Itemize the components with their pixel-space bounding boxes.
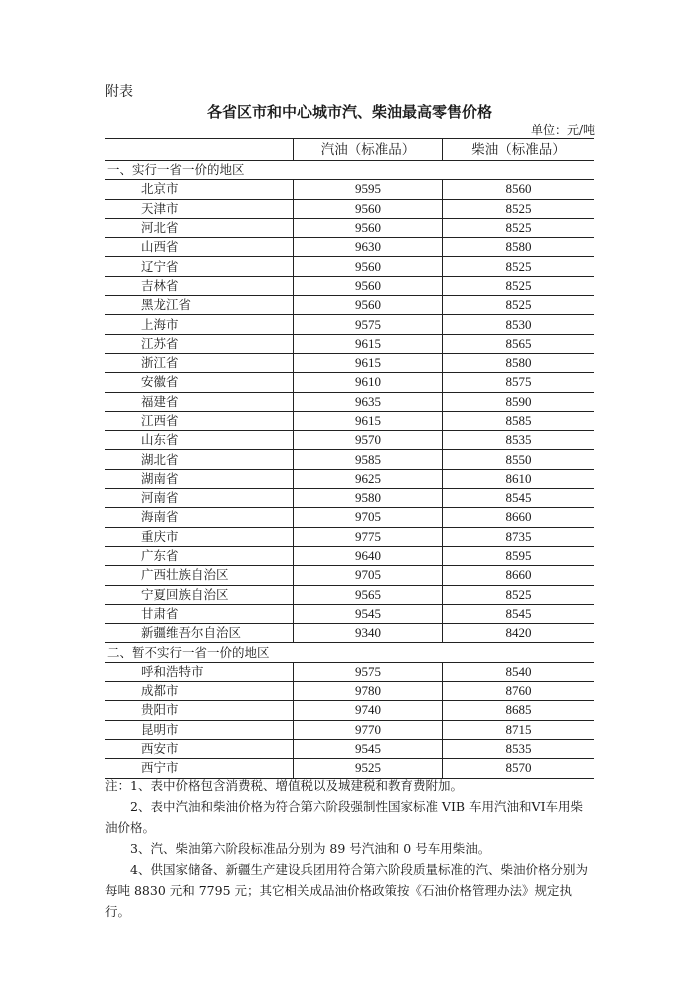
diesel-price: 8580 (443, 238, 595, 257)
gasoline-price: 9780 (294, 682, 443, 701)
diesel-price: 8760 (443, 682, 595, 701)
diesel-price: 8735 (443, 527, 595, 546)
table-row (105, 218, 594, 237)
region-name: 贵阳市 (105, 701, 294, 720)
region-name: 新疆维吾尔自治区 (105, 624, 294, 643)
diesel-price: 8570 (443, 759, 595, 778)
diesel-price: 8660 (443, 508, 595, 527)
table-row (105, 334, 594, 353)
gasoline-price: 9610 (294, 373, 443, 392)
gasoline-price: 9625 (294, 469, 443, 488)
header-diesel: 柴油（标准品） (443, 139, 595, 161)
region-name: 福建省 (105, 392, 294, 411)
diesel-price: 8545 (443, 604, 595, 623)
gasoline-price: 9565 (294, 585, 443, 604)
diesel-price: 8535 (443, 431, 595, 450)
table-row (105, 489, 594, 508)
table-row (105, 739, 594, 758)
table-row (105, 720, 594, 739)
table-row (105, 604, 594, 623)
region-name: 成都市 (105, 682, 294, 701)
diesel-price: 8660 (443, 566, 595, 585)
gasoline-price: 9705 (294, 508, 443, 527)
region-name: 江西省 (105, 411, 294, 430)
table-row (105, 469, 594, 488)
region-name: 河北省 (105, 218, 294, 237)
region-name: 昆明市 (105, 720, 294, 739)
table-row (105, 585, 594, 604)
diesel-price: 8525 (443, 199, 595, 218)
region-name: 黑龙江省 (105, 296, 294, 315)
table-row (105, 624, 594, 643)
gasoline-price: 9640 (294, 546, 443, 565)
notes (105, 775, 595, 922)
gasoline-price: 9340 (294, 624, 443, 643)
region-name: 宁夏回族自治区 (105, 585, 294, 604)
price-table (105, 138, 594, 779)
gasoline-price: 9630 (294, 238, 443, 257)
section-heading-row (105, 643, 594, 662)
diesel-price: 8685 (443, 701, 595, 720)
table-row (105, 431, 594, 450)
gasoline-price: 9585 (294, 450, 443, 469)
region-name: 呼和浩特市 (105, 662, 294, 681)
table-row (105, 392, 594, 411)
gasoline-price: 9580 (294, 489, 443, 508)
table-row (105, 662, 594, 681)
region-name: 辽宁省 (105, 257, 294, 276)
note-1: 注：1、表中价格包含消费税、增值税以及城建税和教育费附加。 (105, 778, 463, 793)
section-heading: 二、暂不实行一省一价的地区 (105, 643, 594, 662)
diesel-price: 8530 (443, 315, 595, 334)
gasoline-price: 9635 (294, 392, 443, 411)
gasoline-price: 9560 (294, 296, 443, 315)
table-row (105, 508, 594, 527)
table-row (105, 238, 594, 257)
gasoline-price: 9545 (294, 604, 443, 623)
note-4: 4、供国家储备、新疆生产建设兵团用符合第六阶段质量标准的汽、柴油价格分别为每吨 8830 元和 7795 元；其它相关成品油价格政策按《石油价格管理办法》规定执行。 (105, 862, 588, 919)
gasoline-price: 9525 (294, 759, 443, 778)
diesel-price: 8565 (443, 334, 595, 353)
table-row (105, 411, 594, 430)
region-name: 湖南省 (105, 469, 294, 488)
gasoline-price: 9615 (294, 334, 443, 353)
gasoline-price: 9575 (294, 662, 443, 681)
region-name: 广东省 (105, 546, 294, 565)
diesel-price: 8580 (443, 353, 595, 372)
gasoline-price: 9560 (294, 199, 443, 218)
diesel-price: 8525 (443, 296, 595, 315)
table-row (105, 566, 594, 585)
table-row (105, 257, 594, 276)
region-name: 海南省 (105, 508, 294, 527)
gasoline-price: 9775 (294, 527, 443, 546)
region-name: 江苏省 (105, 334, 294, 353)
region-name: 上海市 (105, 315, 294, 334)
diesel-price: 8525 (443, 218, 595, 237)
section-heading: 一、实行一省一价的地区 (105, 161, 594, 180)
region-name: 浙江省 (105, 353, 294, 372)
gasoline-price: 9560 (294, 218, 443, 237)
table-row (105, 180, 594, 199)
region-name: 安徽省 (105, 373, 294, 392)
table-row (105, 199, 594, 218)
diesel-price: 8715 (443, 720, 595, 739)
region-name: 山西省 (105, 238, 294, 257)
diesel-price: 8420 (443, 624, 595, 643)
region-name: 西安市 (105, 739, 294, 758)
region-name: 湖北省 (105, 450, 294, 469)
gasoline-price: 9560 (294, 257, 443, 276)
table-row (105, 353, 594, 372)
diesel-price: 8590 (443, 392, 595, 411)
gasoline-price: 9615 (294, 411, 443, 430)
table-row (105, 527, 594, 546)
note-2: 2、表中汽油和柴油价格为符合第六阶段强制性国家标准 VIB 车用汽油和VI车用柴油价格。 (105, 799, 584, 835)
page-title: 各省区市和中心城市汽、柴油最高零售价格 (206, 103, 492, 121)
gasoline-price: 9615 (294, 353, 443, 372)
gasoline-price: 9595 (294, 180, 443, 199)
table-row (105, 373, 594, 392)
diesel-price: 8575 (443, 373, 595, 392)
diesel-price: 8545 (443, 489, 595, 508)
section-heading-row (105, 161, 594, 180)
region-name: 河南省 (105, 489, 294, 508)
table-row (105, 315, 594, 334)
appendix-label: 附表 (105, 84, 133, 100)
diesel-price: 8525 (443, 257, 595, 276)
diesel-price: 8535 (443, 739, 595, 758)
header-region (105, 139, 294, 161)
table-row (105, 296, 594, 315)
region-name: 天津市 (105, 199, 294, 218)
table-row (105, 450, 594, 469)
gasoline-price: 9545 (294, 739, 443, 758)
gasoline-price: 9560 (294, 276, 443, 295)
table-row (105, 276, 594, 295)
region-name: 西宁市 (105, 759, 294, 778)
region-name: 山东省 (105, 431, 294, 450)
diesel-price: 8585 (443, 411, 595, 430)
diesel-price: 8560 (443, 180, 595, 199)
note-3: 3、汽、柴油第六阶段标准品分别为 89 号汽油和 0 号车用柴油。 (130, 841, 491, 856)
gasoline-price: 9770 (294, 720, 443, 739)
region-name: 甘肃省 (105, 604, 294, 623)
table-row (105, 701, 594, 720)
region-name: 吉林省 (105, 276, 294, 295)
unit-label: 单位：元/吨 (530, 123, 595, 137)
gasoline-price: 9575 (294, 315, 443, 334)
header-gasoline: 汽油（标准品） (294, 139, 443, 161)
diesel-price: 8595 (443, 546, 595, 565)
gasoline-price: 9740 (294, 701, 443, 720)
region-name: 重庆市 (105, 527, 294, 546)
gasoline-price: 9570 (294, 431, 443, 450)
diesel-price: 8525 (443, 585, 595, 604)
region-name: 广西壮族自治区 (105, 566, 294, 585)
diesel-price: 8550 (443, 450, 595, 469)
table-header-row (105, 139, 594, 161)
gasoline-price: 9705 (294, 566, 443, 585)
diesel-price: 8610 (443, 469, 595, 488)
table-row (105, 546, 594, 565)
table-row (105, 682, 594, 701)
diesel-price: 8525 (443, 276, 595, 295)
region-name: 北京市 (105, 180, 294, 199)
diesel-price: 8540 (443, 662, 595, 681)
